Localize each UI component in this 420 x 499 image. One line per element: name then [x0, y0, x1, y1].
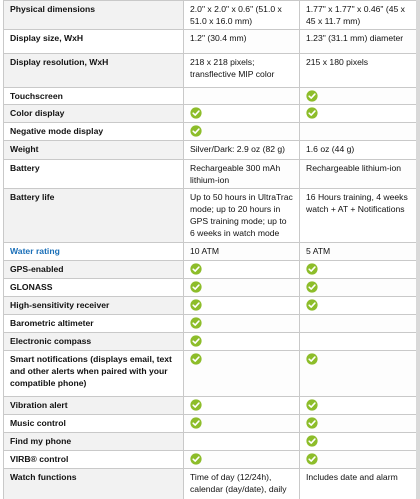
- spec-value-device-1: [184, 297, 300, 315]
- spec-value-device-1: [184, 123, 300, 141]
- table-row: [4, 351, 417, 397]
- spec-value-text: 1.23" (31.1 mm) diameter: [306, 33, 404, 43]
- table-row: [4, 160, 417, 189]
- spec-value-device-2: [300, 279, 417, 297]
- spec-value-device-2: [300, 351, 417, 397]
- check-icon: [306, 263, 318, 275]
- spec-label: Battery life: [4, 189, 184, 243]
- spec-label: Display resolution, WxH: [4, 54, 184, 88]
- spec-value-device-1: [184, 54, 300, 88]
- spec-label: Barometric altimeter: [4, 315, 184, 333]
- check-icon: [190, 125, 202, 137]
- spec-value-device-1: [184, 279, 300, 297]
- spec-label: Weight: [4, 141, 184, 160]
- spec-label: GLONASS: [4, 279, 184, 297]
- spec-value-device-2: [300, 315, 417, 333]
- check-icon: [190, 299, 202, 311]
- table-row: [4, 243, 417, 261]
- spec-value-text: 16 Hours training, 4 weeks watch + AT + Notifications: [306, 192, 408, 214]
- spec-comparison-table: [3, 0, 417, 499]
- check-icon: [306, 417, 318, 429]
- spec-value-device-1: [184, 105, 300, 123]
- spec-label: Physical dimensions: [4, 1, 184, 30]
- check-icon: [190, 107, 202, 119]
- table-row: [4, 333, 417, 351]
- spec-value-device-1: [184, 333, 300, 351]
- spec-value-text: Silver/Dark: 2.9 oz (82 g): [190, 144, 286, 154]
- spec-value-text: Time of day (12/24h), calendar (day/date), daily: [190, 472, 287, 494]
- spec-value-text: Includes date and alarm: [306, 472, 398, 482]
- spec-value-device-1: [184, 433, 300, 451]
- spec-value-device-1: [184, 88, 300, 105]
- spec-value-device-2: [300, 261, 417, 279]
- table-row: [4, 433, 417, 451]
- spec-value-device-2: [300, 141, 417, 160]
- spec-label: Battery: [4, 160, 184, 189]
- spec-value-device-2: [300, 451, 417, 469]
- spec-value-device-1: [184, 261, 300, 279]
- spec-value-device-1: [184, 469, 300, 499]
- check-icon: [190, 453, 202, 465]
- table-row: [4, 469, 417, 499]
- spec-label: Display size, WxH: [4, 30, 184, 54]
- spec-value-device-1: [184, 1, 300, 30]
- table-row: [4, 451, 417, 469]
- table-row: [4, 54, 417, 88]
- table-row: [4, 123, 417, 141]
- check-icon: [190, 317, 202, 329]
- spec-label: Vibration alert: [4, 397, 184, 415]
- check-icon: [190, 353, 202, 365]
- spec-value-device-2: [300, 30, 417, 54]
- table-row: [4, 1, 417, 30]
- spec-value-device-1: [184, 451, 300, 469]
- spec-value-device-2: [300, 160, 417, 189]
- check-icon: [190, 399, 202, 411]
- spec-value-text: Up to 50 hours in UltraTrac mode; up to 20 hours in GPS training mode; up to 6 weeks in watch mode: [190, 192, 293, 238]
- spec-value-device-2: [300, 105, 417, 123]
- spec-value-device-2: [300, 297, 417, 315]
- check-icon: [306, 299, 318, 311]
- spec-label: Electronic compass: [4, 333, 184, 351]
- spec-table-body: [4, 1, 417, 499]
- check-icon: [306, 453, 318, 465]
- spec-value-device-1: [184, 189, 300, 243]
- spec-value-device-2: [300, 123, 417, 141]
- spec-value-device-1: [184, 351, 300, 397]
- spec-value-device-1: [184, 415, 300, 433]
- spec-value-device-2: [300, 433, 417, 451]
- spec-value-device-2: [300, 415, 417, 433]
- check-icon: [190, 417, 202, 429]
- check-icon: [306, 90, 318, 102]
- table-row: [4, 279, 417, 297]
- check-icon: [306, 399, 318, 411]
- spec-value-device-2: [300, 88, 417, 105]
- table-row: [4, 397, 417, 415]
- spec-value-text: 10 ATM: [190, 246, 219, 256]
- spec-value-text: 1.6 oz (44 g): [306, 144, 355, 154]
- spec-value-text: Rechargeable 300 mAh lithium-ion: [190, 163, 281, 185]
- spec-value-text: 215 x 180 pixels: [306, 57, 369, 67]
- check-icon: [190, 335, 202, 347]
- table-row: [4, 315, 417, 333]
- spec-value-text: Rechargeable lithium-ion: [306, 163, 402, 173]
- spec-value-device-2: [300, 397, 417, 415]
- check-icon: [306, 281, 318, 293]
- spec-value-text: 1.77" x 1.77" x 0.46" (45 x 45 x 11.7 mm): [306, 4, 405, 26]
- spec-value-device-2: [300, 54, 417, 88]
- spec-label: Find my phone: [4, 433, 184, 451]
- table-row: [4, 297, 417, 315]
- spec-value-device-1: [184, 160, 300, 189]
- spec-value-device-1: [184, 315, 300, 333]
- spec-value-text: 1.2" (30.4 mm): [190, 33, 247, 43]
- check-icon: [190, 281, 202, 293]
- spec-label: Watch functions: [4, 469, 184, 499]
- spec-value-device-1: [184, 141, 300, 160]
- spec-label: High-sensitivity receiver: [4, 297, 184, 315]
- spec-value-device-1: [184, 397, 300, 415]
- table-row: [4, 189, 417, 243]
- spec-value-text: 218 x 218 pixels; transflective MIP color: [190, 57, 275, 79]
- spec-value-device-2: [300, 243, 417, 261]
- check-icon: [306, 353, 318, 365]
- spec-label: Negative mode display: [4, 123, 184, 141]
- check-icon: [306, 107, 318, 119]
- spec-value-device-1: [184, 243, 300, 261]
- table-row: [4, 141, 417, 160]
- spec-label: Touchscreen: [4, 88, 184, 105]
- check-icon: [190, 263, 202, 275]
- spec-value-device-1: [184, 30, 300, 54]
- table-row: [4, 30, 417, 54]
- spec-value-device-2: [300, 1, 417, 30]
- spec-label: GPS-enabled: [4, 261, 184, 279]
- spec-label: Color display: [4, 105, 184, 123]
- spec-value-device-2: [300, 333, 417, 351]
- window-edge: [416, 0, 420, 499]
- spec-label: Smart notifications (displays email, text and other alerts when paired with your compatible phone): [4, 351, 184, 397]
- spec-label-link[interactable]: Water rating: [4, 243, 184, 261]
- table-row: [4, 105, 417, 123]
- table-row: [4, 415, 417, 433]
- spec-label: VIRB® control: [4, 451, 184, 469]
- spec-value-device-2: [300, 189, 417, 243]
- spec-value-text: 2.0" x 2.0" x 0.6" (51.0 x 51.0 x 16.0 mm): [190, 4, 282, 26]
- spec-value-text: 5 ATM: [306, 246, 331, 256]
- spec-value-device-2: [300, 469, 417, 499]
- spec-label: Music control: [4, 415, 184, 433]
- table-row: [4, 261, 417, 279]
- check-icon: [306, 435, 318, 447]
- table-row: [4, 88, 417, 105]
